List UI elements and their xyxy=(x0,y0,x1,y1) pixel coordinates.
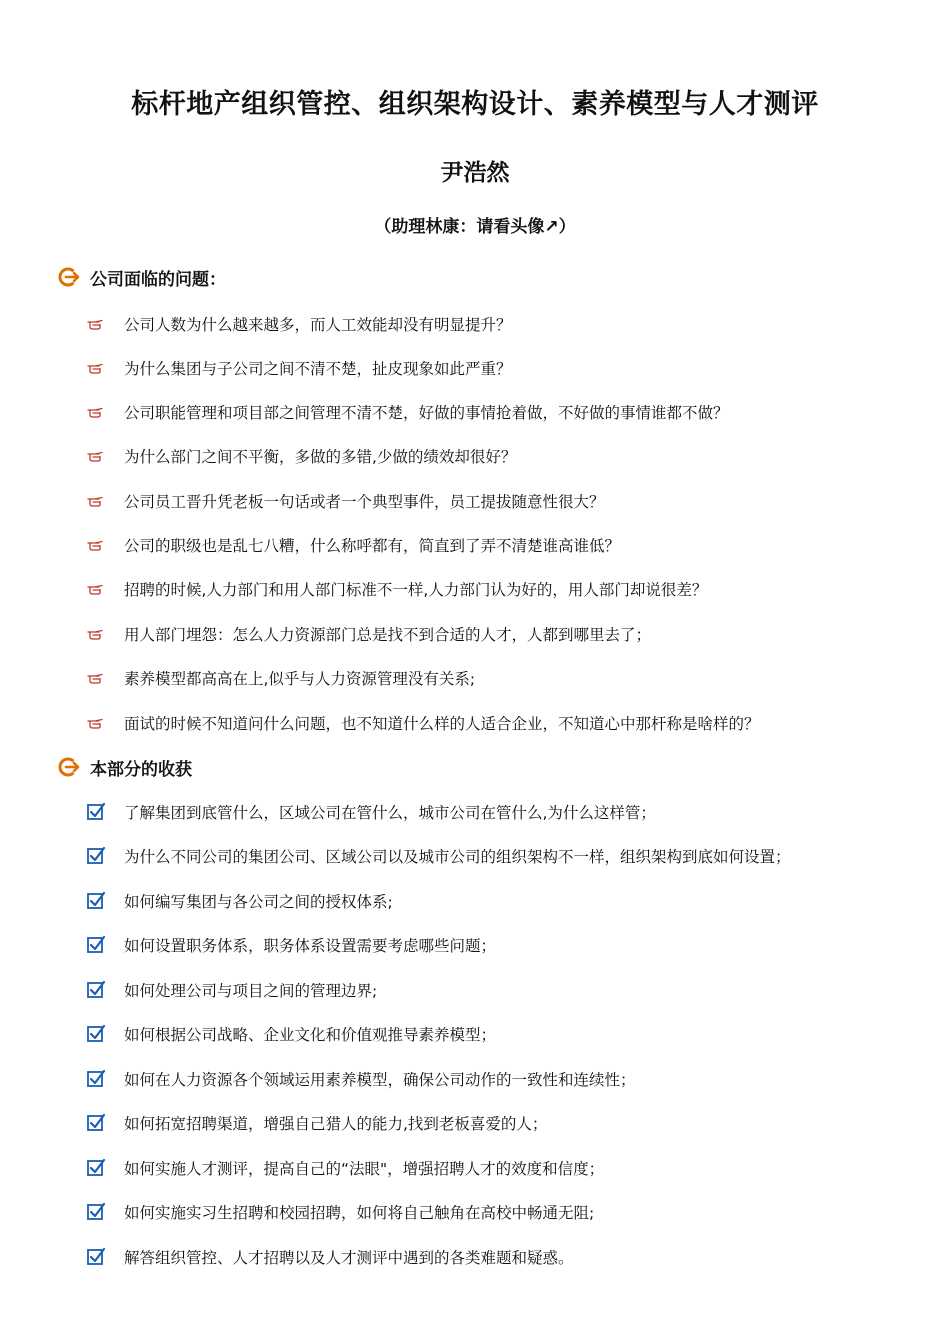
list-item-text: 公司人数为什么越来越多，而人工效能却没有明显提升？ xyxy=(124,316,512,334)
list-item-text: 如何处理公司与项目之间的管理边界; xyxy=(124,982,378,1000)
list-item-text: 如何实施人才测评，提高自己的“法眼"，增强招聘人才的效度和信度； xyxy=(124,1160,605,1178)
list-item-text: 如何编写集团与各公司之间的授权体系; xyxy=(124,893,393,911)
circle-arrow-icon xyxy=(58,756,80,778)
checkbox-checked-icon xyxy=(86,1113,106,1133)
pointing-hand-icon xyxy=(86,668,106,688)
list-item xyxy=(86,1156,604,1180)
list-item-text: 公司职能管理和项目部之间管理不清不楚，好做的事情抢着做，不好做的事情谁都不做？ xyxy=(124,404,729,422)
checkbox-checked-icon xyxy=(86,1247,106,1267)
list-item xyxy=(86,489,605,513)
checkbox-checked-icon xyxy=(86,846,106,866)
list-item-text: 如何实施实习生招聘和校园招聘，如何将自己触角在高校中畅通无阻; xyxy=(124,1204,595,1222)
checkbox-checked-icon xyxy=(86,802,106,822)
list-item xyxy=(86,978,377,1002)
list-item-text: 解答组织管控、人才招聘以及人才测评中遇到的各类难题和疑惑。 xyxy=(124,1249,574,1267)
list-item-text: 如何在人力资源各个领域运用素养模型，确保公司动作的一致性和连续性； xyxy=(124,1071,636,1089)
list-item xyxy=(86,1067,636,1091)
checkbox-checked-icon xyxy=(86,1202,106,1222)
list-item xyxy=(86,844,791,868)
list-item xyxy=(86,444,516,468)
checkbox-checked-icon xyxy=(86,1069,106,1089)
list-item-text: 招聘的时候,人力部门和用人部门标准不一样,人力部门认为好的，用人部门却说很差？ xyxy=(124,581,708,599)
pointing-hand-icon xyxy=(86,491,106,511)
section-heading-label: 本部分的收获 xyxy=(90,759,192,780)
list-item xyxy=(86,800,656,824)
list-item-text: 用人部门埋怨：怎么人力资源部门总是找不到合适的人才，人都到哪里去了； xyxy=(124,626,652,644)
assistant-note: （助理林康：请看头像↗） xyxy=(374,217,576,237)
pointing-hand-icon xyxy=(86,446,106,466)
list-item xyxy=(86,666,475,690)
list-item xyxy=(86,933,496,957)
list-item xyxy=(86,356,512,380)
list-item-text: 为什么不同公司的集团公司、区域公司以及城市公司的组织架构不一样，组织架构到底如何设置； xyxy=(124,848,791,866)
list-item xyxy=(86,711,760,735)
pointing-hand-icon xyxy=(86,314,106,334)
list-item-text: 素养模型都高高在上,似乎与人力资源管理没有关系; xyxy=(124,670,476,688)
list-item xyxy=(86,577,707,601)
list-item xyxy=(86,533,620,557)
pointing-hand-icon xyxy=(86,535,106,555)
document-title: 标杆地产组织管控、组织架构设计、素养模型与人才测评 xyxy=(131,89,819,120)
list-item xyxy=(86,1111,547,1135)
pointing-hand-icon xyxy=(86,624,106,644)
list-item xyxy=(86,622,651,646)
checkbox-checked-icon xyxy=(86,980,106,1000)
checkbox-checked-icon xyxy=(86,1024,106,1044)
pointing-hand-icon xyxy=(86,358,106,378)
checkbox-checked-icon xyxy=(86,1158,106,1178)
list-item-text: 公司员工晋升凭老板一句话或者一个典型事件，员工提拔随意性很大？ xyxy=(124,493,605,511)
list-item xyxy=(86,400,729,424)
checkbox-checked-icon xyxy=(86,891,106,911)
list-item xyxy=(86,1200,594,1224)
list-item xyxy=(86,312,512,336)
circle-arrow-icon xyxy=(58,266,80,288)
pointing-hand-icon xyxy=(86,402,106,422)
checkbox-checked-icon xyxy=(86,935,106,955)
pointing-hand-icon xyxy=(86,713,106,733)
list-item-text: 如何根据公司战略、企业文化和价值观推导素养模型； xyxy=(124,1026,497,1044)
author-name: 尹浩然 xyxy=(440,160,510,186)
list-item xyxy=(86,889,393,913)
section-heading-label: 公司面临的问题： xyxy=(90,269,226,290)
pointing-hand-icon xyxy=(86,579,106,599)
list-item-text: 面试的时候不知道问什么问题，也不知道什么样的人适合企业，不知道心中那杆称是啥样的？ xyxy=(124,715,760,733)
section-heading-problems xyxy=(58,265,226,289)
list-item-text: 了解集团到底管什么，区域公司在管什么，城市公司在管什么,为什么这样管； xyxy=(124,804,656,822)
list-item-text: 公司的职级也是乱七八糟，什么称呼都有，简直到了弄不清楚谁高谁低？ xyxy=(124,537,621,555)
list-item xyxy=(86,1022,496,1046)
list-item xyxy=(86,1245,574,1269)
list-item-text: 如何设置职务体系，职务体系设置需要考虑哪些问题； xyxy=(124,937,497,955)
list-item-text: 为什么集团与子公司之间不清不楚，扯皮现象如此严重？ xyxy=(124,360,512,378)
section-heading-gains xyxy=(58,755,192,779)
list-item-text: 为什么部门之间不平衡，多做的多错,少做的绩效却很好？ xyxy=(124,448,517,466)
list-item-text: 如何拓宽招聘渠道，增强自己猎人的能力,找到老板喜爱的人； xyxy=(124,1115,548,1133)
